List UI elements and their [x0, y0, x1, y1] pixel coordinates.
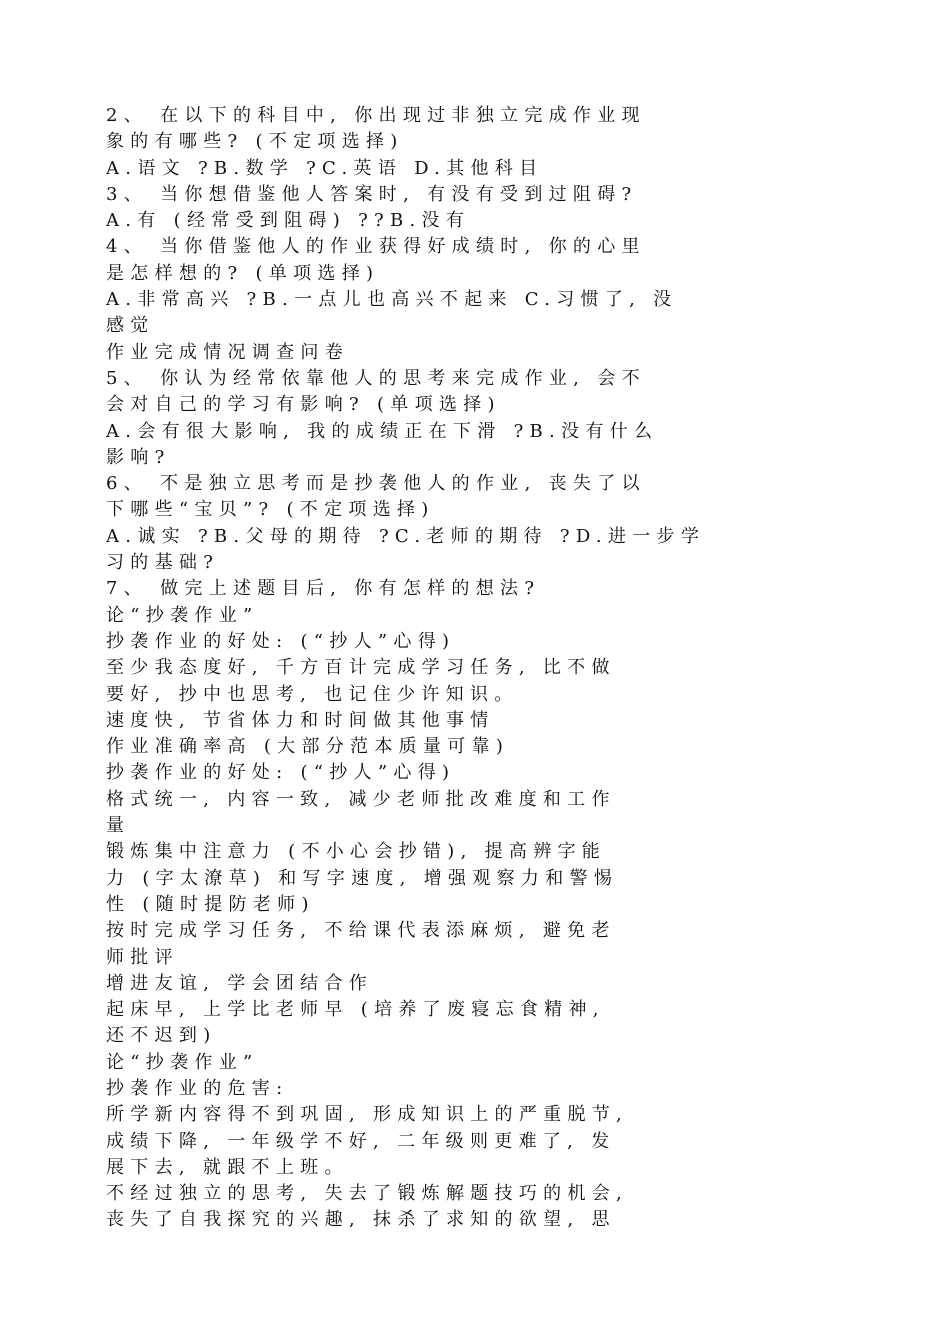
text-line: 5、 你认为经常依靠他人的思考来完成作业, 会不	[106, 367, 646, 389]
text-line: 会对自己的学习有影响? (单项选择)	[106, 394, 501, 416]
text-line: 抄袭作业的好处: (“抄人”心得)	[106, 630, 456, 652]
text-line: 4、 当你借鉴他人的作业获得好成绩时, 你的心里	[106, 236, 646, 258]
text-line: 不经过独立的思考, 失去了锻炼解题技巧的机会,	[106, 1183, 629, 1205]
text-line: 6、 不是独立思考而是抄袭他人的作业, 丧失了以	[106, 473, 646, 495]
text-line: 作业完成情况调查问卷	[106, 341, 349, 363]
text-line: 力 (字太潦草) 和写字速度, 增强观察力和警惕	[106, 867, 619, 889]
text-line: 量	[106, 815, 131, 837]
text-line: 论“抄袭作业”	[106, 1051, 259, 1073]
text-line: 起床早, 上学比老师早 (培养了废寝忘食精神,	[106, 999, 605, 1021]
text-line: A.有 (经常受到阻碍) ??B.没有	[106, 210, 471, 232]
text-line: 性 (随时提防老师)	[106, 893, 315, 915]
text-line: 论“抄袭作业”	[106, 604, 259, 626]
text-line: 成绩下降, 一年级学不好, 二年级则更难了, 发	[106, 1130, 616, 1152]
text-line: A.诚实 ?B.父母的期待 ?C.老师的期待 ?D.进一步学	[106, 525, 706, 547]
text-line: 2、 在以下的科目中, 你出现过非独立完成作业现	[106, 105, 646, 126]
text-line: A.会有很大影响, 我的成绩正在下滑 ?B.没有什么	[106, 420, 659, 442]
text-line: 速度快, 节省体力和时间做其他事情	[106, 709, 495, 731]
text-line: 格式统一, 内容一致, 减少老师批改难度和工作	[106, 788, 616, 810]
text-line: 抄袭作业的好处: (“抄人”心得)	[106, 762, 456, 784]
text-line: 至少我态度好, 千方百计完成学习任务, 比不做	[106, 657, 616, 679]
text-line: 影响?	[106, 446, 171, 468]
text-line: 师批评	[106, 946, 179, 968]
text-line: 作业准确率高 (大部分范本质量可靠)	[106, 736, 510, 758]
text-line: 还不迟到)	[106, 1025, 217, 1047]
document-body	[106, 103, 836, 1234]
text-line: 象的有哪些? (不定项选择)	[106, 131, 404, 153]
text-line: 3、 当你想借鉴他人答案时, 有没有受到过阻碍?	[106, 183, 638, 205]
text-line: A.语文 ?B.数学 ?C.英语 D.其他科目	[106, 157, 544, 179]
text-line: A.非常高兴 ?B.一点儿也高兴不起来 C.习惯了, 没	[106, 289, 678, 311]
text-line: 下哪些“宝贝”? (不定项选择)	[106, 499, 435, 521]
text-line: 抄袭作业的危害:	[106, 1077, 289, 1099]
text-line: 感觉	[106, 315, 155, 337]
text-line: 所学新内容得不到巩固, 形成知识上的严重脱节,	[106, 1104, 629, 1126]
text-line: 要好, 抄中也思考, 也记住少许知识。	[106, 683, 519, 705]
text-line: 按时完成学习任务, 不给课代表添麻烦, 避免老	[106, 920, 616, 942]
text-line: 是怎样想的? (单项选择)	[106, 262, 380, 284]
text-line: 习的基础?	[106, 552, 220, 574]
text-line: 展下去, 就跟不上班。	[106, 1156, 349, 1178]
text-line: 锻炼集中注意力 (不小心会抄错), 提高辨字能	[106, 841, 607, 863]
text-line: 7、 做完上述题目后, 你有怎样的想法?	[106, 578, 541, 600]
text-line: 增进友谊, 学会团结合作	[106, 972, 374, 994]
text-line: 丧失了自我探究的兴趣, 抹杀了求知的欲望, 思	[106, 1209, 616, 1231]
